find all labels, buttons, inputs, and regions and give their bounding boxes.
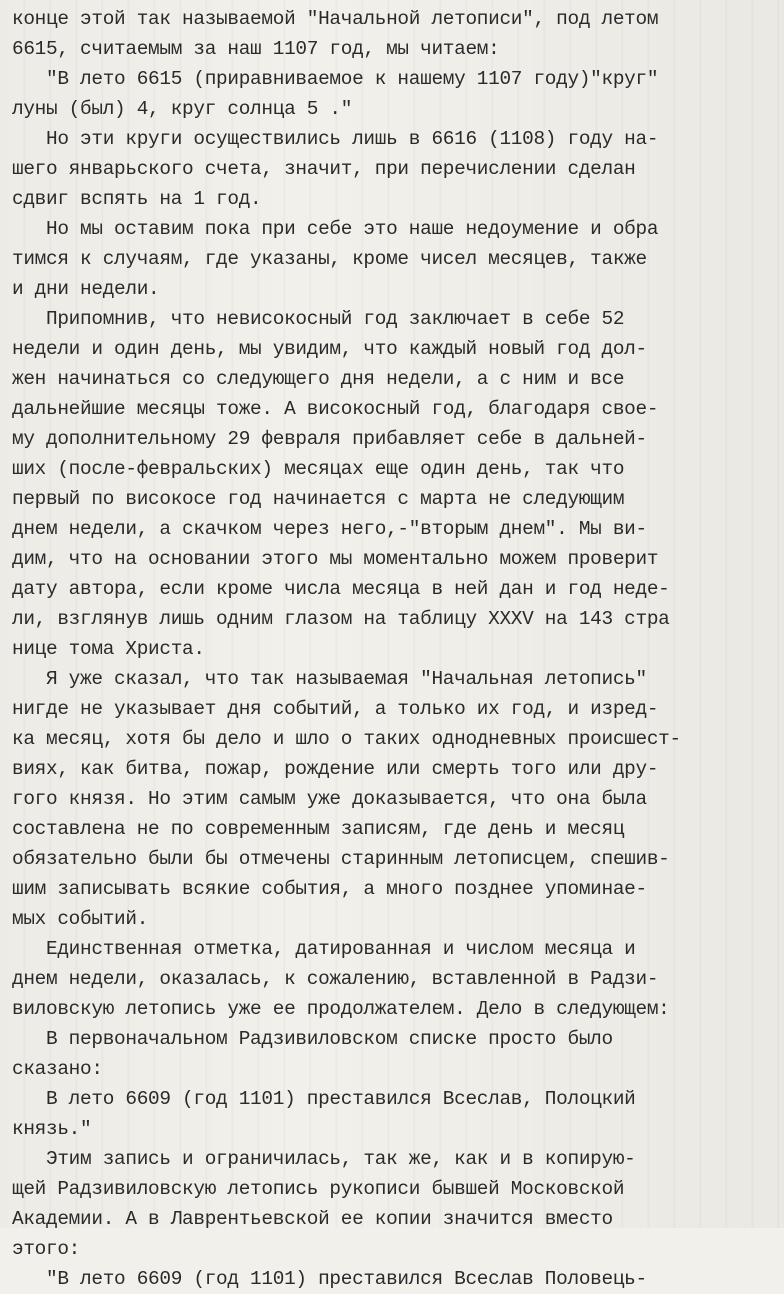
text-line: дим, что на основании этого мы моментально можем проверит: [12, 548, 659, 570]
text-line: "В лето 6609 (год 1101) преставился Всеслав Половець-: [12, 1268, 647, 1290]
text-line: и дни недели.: [12, 278, 160, 300]
text-line: составлена не по современным записям, где день и месяц: [12, 818, 625, 840]
text-line: В лето 6609 (год 1101) преставился Всеслав, Полоцкий: [12, 1088, 636, 1110]
text-line: Но мы оставим пока при себе это наше недоумение и обра: [12, 218, 659, 240]
text-line: Я уже сказал, что так называемая "Начальная летопись": [12, 668, 647, 690]
text-line: князь.": [12, 1118, 92, 1140]
text-line: нице тома Христа.: [12, 638, 205, 660]
text-line: В первоначальном Радзивиловском списке просто было: [12, 1028, 613, 1050]
text-line: Но эти круги осуществились лишь в 6616 (1108) году на-: [12, 128, 659, 150]
text-line: жен начинаться со следующего дня недели, а с ним и все: [12, 368, 625, 390]
text-line: шим записывать всякие события, а много позднее упоминае-: [12, 878, 647, 900]
text-line: обязательно были бы отмечены старинным летописцем, спешив-: [12, 848, 670, 870]
text-line: первый по високосе год начинается с марта не следующим: [12, 488, 625, 510]
text-line: луны (был) 4, круг солнца 5 .": [12, 98, 353, 120]
text-line: дальнейшие месяцы тоже. А високосный год, благодаря свое-: [12, 398, 659, 420]
text-line: му дополнительному 29 февраля прибавляет себе в дальней-: [12, 428, 647, 450]
text-line: 6615, считаемым за наш 1107 год, мы читаем:: [12, 38, 500, 60]
text-line: днем недели, а скачком через него,-"вторым днем". Мы ви-: [12, 518, 647, 540]
text-line: этого:: [12, 1238, 81, 1260]
text-line: конце этой так называемой "Начальной летописи", под летом: [12, 8, 659, 30]
text-line: Академии. А в Лаврентьевской ее копии значится вместо: [12, 1208, 613, 1230]
text-line: сдвиг вспять на 1 год.: [12, 188, 262, 210]
text-line: щей Радзивиловскую летопись рукописи бывшей Московской: [12, 1178, 625, 1200]
text-line: "В лето 6615 (приравниваемое к нашему 1107 году)"круг": [12, 68, 659, 90]
text-line: сказано:: [12, 1058, 103, 1080]
text-line: мых событий.: [12, 908, 149, 930]
text-line: виях, как битва, пожар, рождение или смерть того или дру-: [12, 758, 659, 780]
text-line: виловскую летопись уже ее продолжателем. Дело в следующем:: [12, 998, 670, 1020]
text-line: Этим запись и ограничилась, так же, как и в копирую-: [12, 1148, 636, 1170]
text-line: тимся к случаям, где указаны, кроме чисел месяцев, также: [12, 248, 647, 270]
text-line: ли, взглянув лишь одним глазом на таблицу XXXV на 143 стра: [12, 608, 670, 630]
text-line: днем недели, оказалась, к сожалению, вставленной в Радзи-: [12, 968, 659, 990]
text-line: нигде не указывает дня событий, а только их год, и изред-: [12, 698, 659, 720]
text-line: гого князя. Но этим самым уже доказывается, что она была: [12, 788, 647, 810]
text-line: дату автора, если кроме числа месяца в ней дан и год неде-: [12, 578, 670, 600]
text-line: недели и один день, мы увидим, что каждый новый год дол-: [12, 338, 647, 360]
text-line: ших (после-февральских) месяцах еще один день, так что: [12, 458, 625, 480]
text-line: шего январьского счета, значит, при перечислении сделан: [12, 158, 636, 180]
text-line: Единственная отметка, датированная и числом месяца и: [12, 938, 636, 960]
text-line: Припомнив, что невисокосный год заключает в себе 52: [12, 308, 625, 330]
text-line: ка месяц, хотя бы дело и шло о таких однодневных происшест-: [12, 728, 681, 750]
